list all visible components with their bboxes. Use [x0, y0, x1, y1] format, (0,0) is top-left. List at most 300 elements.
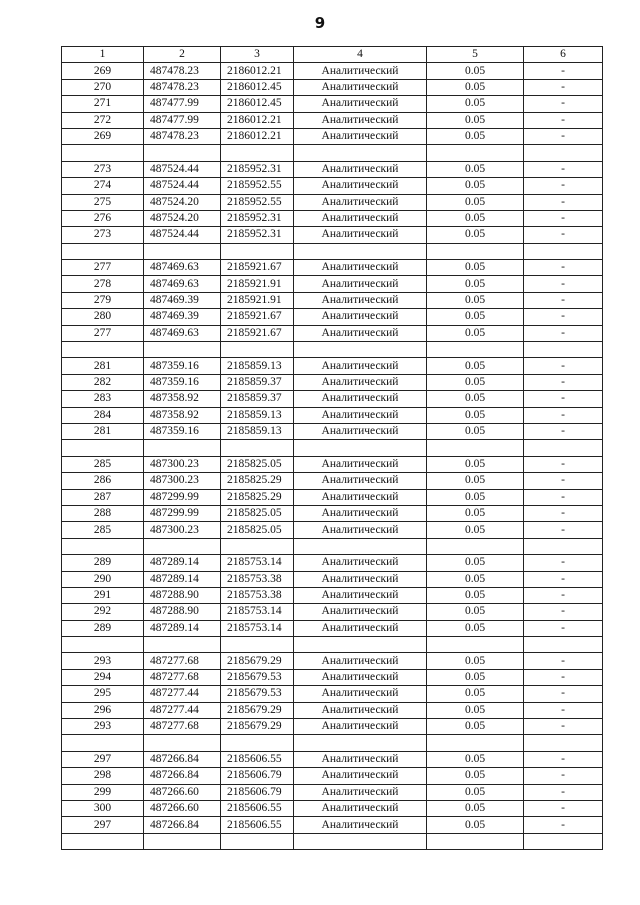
x-coordinate-cell: 487478.23 [144, 128, 221, 144]
point-number-cell [62, 735, 144, 751]
note-cell: - [524, 620, 603, 636]
y-coordinate-cell [221, 637, 294, 653]
x-coordinate-cell [144, 145, 221, 161]
method-cell: Аналитический [294, 358, 427, 374]
table-row [62, 210, 603, 226]
point-number-cell [62, 145, 144, 161]
note-cell: - [524, 161, 603, 177]
y-coordinate-cell: 2185753.14 [221, 555, 294, 571]
point-number-cell [62, 243, 144, 259]
point-number-cell: 293 [62, 719, 144, 735]
method-cell: Аналитический [294, 63, 427, 79]
note-cell: - [524, 194, 603, 210]
table-row [62, 145, 603, 161]
table-row [62, 79, 603, 95]
y-coordinate-cell: 2185753.14 [221, 620, 294, 636]
point-number-cell: 298 [62, 768, 144, 784]
point-number-cell: 285 [62, 522, 144, 538]
table-row [62, 669, 603, 685]
table-row [62, 571, 603, 587]
note-cell: - [524, 112, 603, 128]
accuracy-cell: 0.05 [427, 325, 524, 341]
x-coordinate-cell: 487266.60 [144, 800, 221, 816]
note-cell: - [524, 800, 603, 816]
accuracy-cell: 0.05 [427, 702, 524, 718]
point-number-cell: 297 [62, 817, 144, 833]
method-cell: Аналитический [294, 276, 427, 292]
point-number-cell: 286 [62, 473, 144, 489]
y-coordinate-cell: 2186012.45 [221, 79, 294, 95]
x-coordinate-cell: 487299.99 [144, 489, 221, 505]
table-row [62, 800, 603, 816]
x-coordinate-cell [144, 735, 221, 751]
method-cell: Аналитический [294, 292, 427, 308]
point-number-cell: 287 [62, 489, 144, 505]
table-row [62, 96, 603, 112]
x-coordinate-cell: 487477.99 [144, 112, 221, 128]
accuracy-cell: 0.05 [427, 407, 524, 423]
x-coordinate-cell: 487469.63 [144, 276, 221, 292]
method-cell: Аналитический [294, 178, 427, 194]
point-number-cell: 292 [62, 604, 144, 620]
method-cell: Аналитический [294, 489, 427, 505]
point-number-cell: 300 [62, 800, 144, 816]
note-cell: - [524, 489, 603, 505]
accuracy-cell: 0.05 [427, 79, 524, 95]
note-cell [524, 342, 603, 358]
table-row [62, 112, 603, 128]
method-cell: Аналитический [294, 702, 427, 718]
note-cell [524, 243, 603, 259]
y-coordinate-cell: 2185859.13 [221, 407, 294, 423]
method-cell: Аналитический [294, 604, 427, 620]
y-coordinate-cell: 2185753.38 [221, 587, 294, 603]
x-coordinate-cell: 487469.63 [144, 325, 221, 341]
table-row [62, 243, 603, 259]
note-cell [524, 440, 603, 456]
point-number-cell: 295 [62, 686, 144, 702]
note-cell: - [524, 604, 603, 620]
x-coordinate-cell: 487359.16 [144, 358, 221, 374]
point-number-cell: 281 [62, 423, 144, 439]
method-cell [294, 637, 427, 653]
table-row [62, 473, 603, 489]
y-coordinate-cell: 2185679.29 [221, 719, 294, 735]
y-coordinate-cell: 2185825.29 [221, 489, 294, 505]
accuracy-cell [427, 538, 524, 554]
accuracy-cell: 0.05 [427, 292, 524, 308]
x-coordinate-cell: 487358.92 [144, 391, 221, 407]
method-cell [294, 833, 427, 849]
column-header: 5 [427, 47, 524, 63]
note-cell: - [524, 784, 603, 800]
method-cell: Аналитический [294, 751, 427, 767]
note-cell: - [524, 325, 603, 341]
y-coordinate-cell: 2185921.91 [221, 276, 294, 292]
y-coordinate-cell: 2186012.45 [221, 96, 294, 112]
y-coordinate-cell: 2185606.79 [221, 784, 294, 800]
table-row [62, 128, 603, 144]
accuracy-cell [427, 342, 524, 358]
point-number-cell: 289 [62, 555, 144, 571]
method-cell: Аналитический [294, 96, 427, 112]
table-row [62, 489, 603, 505]
coordinates-table [61, 46, 603, 850]
point-number-cell [62, 440, 144, 456]
x-coordinate-cell: 487524.20 [144, 210, 221, 226]
table-row [62, 555, 603, 571]
method-cell: Аналитический [294, 620, 427, 636]
x-coordinate-cell: 487289.14 [144, 555, 221, 571]
accuracy-cell: 0.05 [427, 604, 524, 620]
accuracy-cell: 0.05 [427, 784, 524, 800]
note-cell: - [524, 260, 603, 276]
method-cell [294, 735, 427, 751]
accuracy-cell [427, 833, 524, 849]
method-cell: Аналитический [294, 161, 427, 177]
accuracy-cell: 0.05 [427, 423, 524, 439]
y-coordinate-cell: 2185952.31 [221, 227, 294, 243]
column-header: 4 [294, 47, 427, 63]
y-coordinate-cell [221, 145, 294, 161]
note-cell: - [524, 719, 603, 735]
table-row [62, 653, 603, 669]
point-number-cell: 275 [62, 194, 144, 210]
y-coordinate-cell: 2185679.29 [221, 702, 294, 718]
y-coordinate-cell: 2185859.13 [221, 423, 294, 439]
y-coordinate-cell: 2185606.55 [221, 751, 294, 767]
table-row [62, 309, 603, 325]
point-number-cell: 271 [62, 96, 144, 112]
method-cell: Аналитический [294, 653, 427, 669]
accuracy-cell: 0.05 [427, 276, 524, 292]
accuracy-cell: 0.05 [427, 719, 524, 735]
method-cell: Аналитический [294, 571, 427, 587]
table-row [62, 784, 603, 800]
table-row [62, 63, 603, 79]
method-cell: Аналитический [294, 374, 427, 390]
point-number-cell: 269 [62, 128, 144, 144]
y-coordinate-cell: 2186012.21 [221, 112, 294, 128]
y-coordinate-cell: 2185921.67 [221, 260, 294, 276]
method-cell: Аналитический [294, 456, 427, 472]
accuracy-cell: 0.05 [427, 620, 524, 636]
x-coordinate-cell: 487478.23 [144, 79, 221, 95]
table-row [62, 637, 603, 653]
accuracy-cell: 0.05 [427, 489, 524, 505]
point-number-cell: 276 [62, 210, 144, 226]
x-coordinate-cell: 487524.20 [144, 194, 221, 210]
accuracy-cell: 0.05 [427, 456, 524, 472]
table-row [62, 702, 603, 718]
method-cell: Аналитический [294, 194, 427, 210]
y-coordinate-cell: 2185606.55 [221, 800, 294, 816]
accuracy-cell: 0.05 [427, 686, 524, 702]
point-number-cell: 293 [62, 653, 144, 669]
point-number-cell: 277 [62, 260, 144, 276]
y-coordinate-cell: 2185921.67 [221, 325, 294, 341]
y-coordinate-cell: 2185606.55 [221, 817, 294, 833]
accuracy-cell [427, 440, 524, 456]
table-row [62, 423, 603, 439]
accuracy-cell: 0.05 [427, 161, 524, 177]
note-cell: - [524, 817, 603, 833]
page-number: 9 [314, 14, 326, 32]
x-coordinate-cell: 487359.16 [144, 374, 221, 390]
x-coordinate-cell: 487469.63 [144, 260, 221, 276]
x-coordinate-cell: 487266.60 [144, 784, 221, 800]
y-coordinate-cell: 2185859.37 [221, 391, 294, 407]
x-coordinate-cell: 487300.23 [144, 522, 221, 538]
accuracy-cell: 0.05 [427, 669, 524, 685]
method-cell: Аналитический [294, 719, 427, 735]
method-cell: Аналитический [294, 505, 427, 521]
note-cell [524, 735, 603, 751]
x-coordinate-cell: 487266.84 [144, 817, 221, 833]
x-coordinate-cell: 487359.16 [144, 423, 221, 439]
note-cell [524, 637, 603, 653]
table-row [62, 538, 603, 554]
accuracy-cell [427, 637, 524, 653]
x-coordinate-cell: 487524.44 [144, 227, 221, 243]
method-cell: Аналитический [294, 227, 427, 243]
point-number-cell [62, 342, 144, 358]
y-coordinate-cell: 2186012.21 [221, 128, 294, 144]
note-cell: - [524, 669, 603, 685]
x-coordinate-cell [144, 538, 221, 554]
accuracy-cell: 0.05 [427, 227, 524, 243]
y-coordinate-cell: 2185606.79 [221, 768, 294, 784]
x-coordinate-cell: 487477.99 [144, 96, 221, 112]
method-cell: Аналитический [294, 522, 427, 538]
point-number-cell: 283 [62, 391, 144, 407]
note-cell: - [524, 374, 603, 390]
note-cell: - [524, 276, 603, 292]
point-number-cell: 280 [62, 309, 144, 325]
x-coordinate-cell: 487288.90 [144, 587, 221, 603]
method-cell [294, 145, 427, 161]
accuracy-cell: 0.05 [427, 178, 524, 194]
column-header: 1 [62, 47, 144, 63]
method-cell: Аналитический [294, 407, 427, 423]
method-cell: Аналитический [294, 669, 427, 685]
x-coordinate-cell: 487469.39 [144, 292, 221, 308]
point-number-cell: 269 [62, 63, 144, 79]
y-coordinate-cell: 2185679.29 [221, 653, 294, 669]
x-coordinate-cell: 487358.92 [144, 407, 221, 423]
accuracy-cell: 0.05 [427, 768, 524, 784]
point-number-cell: 279 [62, 292, 144, 308]
note-cell: - [524, 702, 603, 718]
x-coordinate-cell: 487277.44 [144, 686, 221, 702]
x-coordinate-cell: 487289.14 [144, 571, 221, 587]
x-coordinate-cell: 487478.23 [144, 63, 221, 79]
x-coordinate-cell: 487300.23 [144, 456, 221, 472]
accuracy-cell: 0.05 [427, 571, 524, 587]
x-coordinate-cell [144, 243, 221, 259]
x-coordinate-cell: 487266.84 [144, 751, 221, 767]
x-coordinate-cell [144, 342, 221, 358]
x-coordinate-cell: 487299.99 [144, 505, 221, 521]
accuracy-cell: 0.05 [427, 128, 524, 144]
accuracy-cell: 0.05 [427, 309, 524, 325]
accuracy-cell: 0.05 [427, 260, 524, 276]
y-coordinate-cell: 2185825.29 [221, 473, 294, 489]
accuracy-cell: 0.05 [427, 505, 524, 521]
point-number-cell: 289 [62, 620, 144, 636]
table-row [62, 440, 603, 456]
point-number-cell [62, 833, 144, 849]
note-cell: - [524, 210, 603, 226]
y-coordinate-cell: 2185825.05 [221, 456, 294, 472]
table-row [62, 391, 603, 407]
method-cell: Аналитический [294, 555, 427, 571]
table-row [62, 342, 603, 358]
table-row [62, 456, 603, 472]
accuracy-cell: 0.05 [427, 210, 524, 226]
table-row [62, 522, 603, 538]
method-cell: Аналитический [294, 79, 427, 95]
note-cell: - [524, 407, 603, 423]
accuracy-cell: 0.05 [427, 587, 524, 603]
accuracy-cell: 0.05 [427, 800, 524, 816]
y-coordinate-cell: 2185859.13 [221, 358, 294, 374]
method-cell [294, 440, 427, 456]
x-coordinate-cell: 487288.90 [144, 604, 221, 620]
note-cell: - [524, 686, 603, 702]
y-coordinate-cell: 2185952.55 [221, 178, 294, 194]
note-cell: - [524, 96, 603, 112]
y-coordinate-cell: 2185825.05 [221, 505, 294, 521]
table-row [62, 751, 603, 767]
table-row [62, 817, 603, 833]
accuracy-cell: 0.05 [427, 374, 524, 390]
point-number-cell: 296 [62, 702, 144, 718]
note-cell: - [524, 391, 603, 407]
method-cell: Аналитический [294, 686, 427, 702]
method-cell: Аналитический [294, 800, 427, 816]
note-cell: - [524, 63, 603, 79]
table-body [62, 63, 603, 850]
point-number-cell: 281 [62, 358, 144, 374]
method-cell: Аналитический [294, 587, 427, 603]
note-cell: - [524, 358, 603, 374]
accuracy-cell: 0.05 [427, 96, 524, 112]
point-number-cell: 273 [62, 227, 144, 243]
method-cell: Аналитический [294, 423, 427, 439]
y-coordinate-cell [221, 342, 294, 358]
table-row [62, 178, 603, 194]
point-number-cell: 273 [62, 161, 144, 177]
table-row [62, 735, 603, 751]
y-coordinate-cell: 2185679.53 [221, 669, 294, 685]
x-coordinate-cell: 487289.14 [144, 620, 221, 636]
point-number-cell: 297 [62, 751, 144, 767]
note-cell: - [524, 505, 603, 521]
point-number-cell [62, 637, 144, 653]
table-row [62, 587, 603, 603]
note-cell: - [524, 751, 603, 767]
method-cell: Аналитический [294, 128, 427, 144]
note-cell [524, 538, 603, 554]
table-row [62, 194, 603, 210]
y-coordinate-cell: 2185952.31 [221, 210, 294, 226]
method-cell [294, 538, 427, 554]
point-number-cell: 277 [62, 325, 144, 341]
accuracy-cell [427, 145, 524, 161]
table-row [62, 260, 603, 276]
method-cell: Аналитический [294, 260, 427, 276]
note-cell: - [524, 473, 603, 489]
note-cell: - [524, 768, 603, 784]
accuracy-cell: 0.05 [427, 391, 524, 407]
point-number-cell: 294 [62, 669, 144, 685]
y-coordinate-cell [221, 833, 294, 849]
note-cell [524, 145, 603, 161]
x-coordinate-cell: 487469.39 [144, 309, 221, 325]
method-cell [294, 243, 427, 259]
method-cell: Аналитический [294, 391, 427, 407]
note-cell: - [524, 79, 603, 95]
point-number-cell: 274 [62, 178, 144, 194]
accuracy-cell: 0.05 [427, 555, 524, 571]
point-number-cell: 290 [62, 571, 144, 587]
x-coordinate-cell: 487277.44 [144, 702, 221, 718]
note-cell: - [524, 522, 603, 538]
point-number-cell: 272 [62, 112, 144, 128]
table-row [62, 719, 603, 735]
x-coordinate-cell [144, 833, 221, 849]
table-row [62, 620, 603, 636]
point-number-cell: 299 [62, 784, 144, 800]
note-cell: - [524, 653, 603, 669]
accuracy-cell [427, 243, 524, 259]
table-header-row [62, 47, 603, 63]
table-row [62, 325, 603, 341]
y-coordinate-cell: 2185952.55 [221, 194, 294, 210]
table-row [62, 407, 603, 423]
note-cell: - [524, 292, 603, 308]
point-number-cell: 282 [62, 374, 144, 390]
accuracy-cell: 0.05 [427, 358, 524, 374]
table-row [62, 227, 603, 243]
table-row [62, 686, 603, 702]
y-coordinate-cell: 2185952.31 [221, 161, 294, 177]
y-coordinate-cell: 2185825.05 [221, 522, 294, 538]
x-coordinate-cell: 487277.68 [144, 719, 221, 735]
x-coordinate-cell: 487277.68 [144, 669, 221, 685]
table-row [62, 833, 603, 849]
accuracy-cell: 0.05 [427, 522, 524, 538]
note-cell: - [524, 456, 603, 472]
method-cell: Аналитический [294, 210, 427, 226]
y-coordinate-cell: 2185921.91 [221, 292, 294, 308]
x-coordinate-cell: 487524.44 [144, 161, 221, 177]
table-row [62, 604, 603, 620]
table-row [62, 161, 603, 177]
point-number-cell: 288 [62, 505, 144, 521]
table-row [62, 292, 603, 308]
note-cell: - [524, 227, 603, 243]
table-row [62, 374, 603, 390]
y-coordinate-cell: 2185859.37 [221, 374, 294, 390]
y-coordinate-cell: 2185921.67 [221, 309, 294, 325]
x-coordinate-cell: 487524.44 [144, 178, 221, 194]
point-number-cell: 291 [62, 587, 144, 603]
point-number-cell: 284 [62, 407, 144, 423]
method-cell: Аналитический [294, 325, 427, 341]
method-cell: Аналитический [294, 309, 427, 325]
